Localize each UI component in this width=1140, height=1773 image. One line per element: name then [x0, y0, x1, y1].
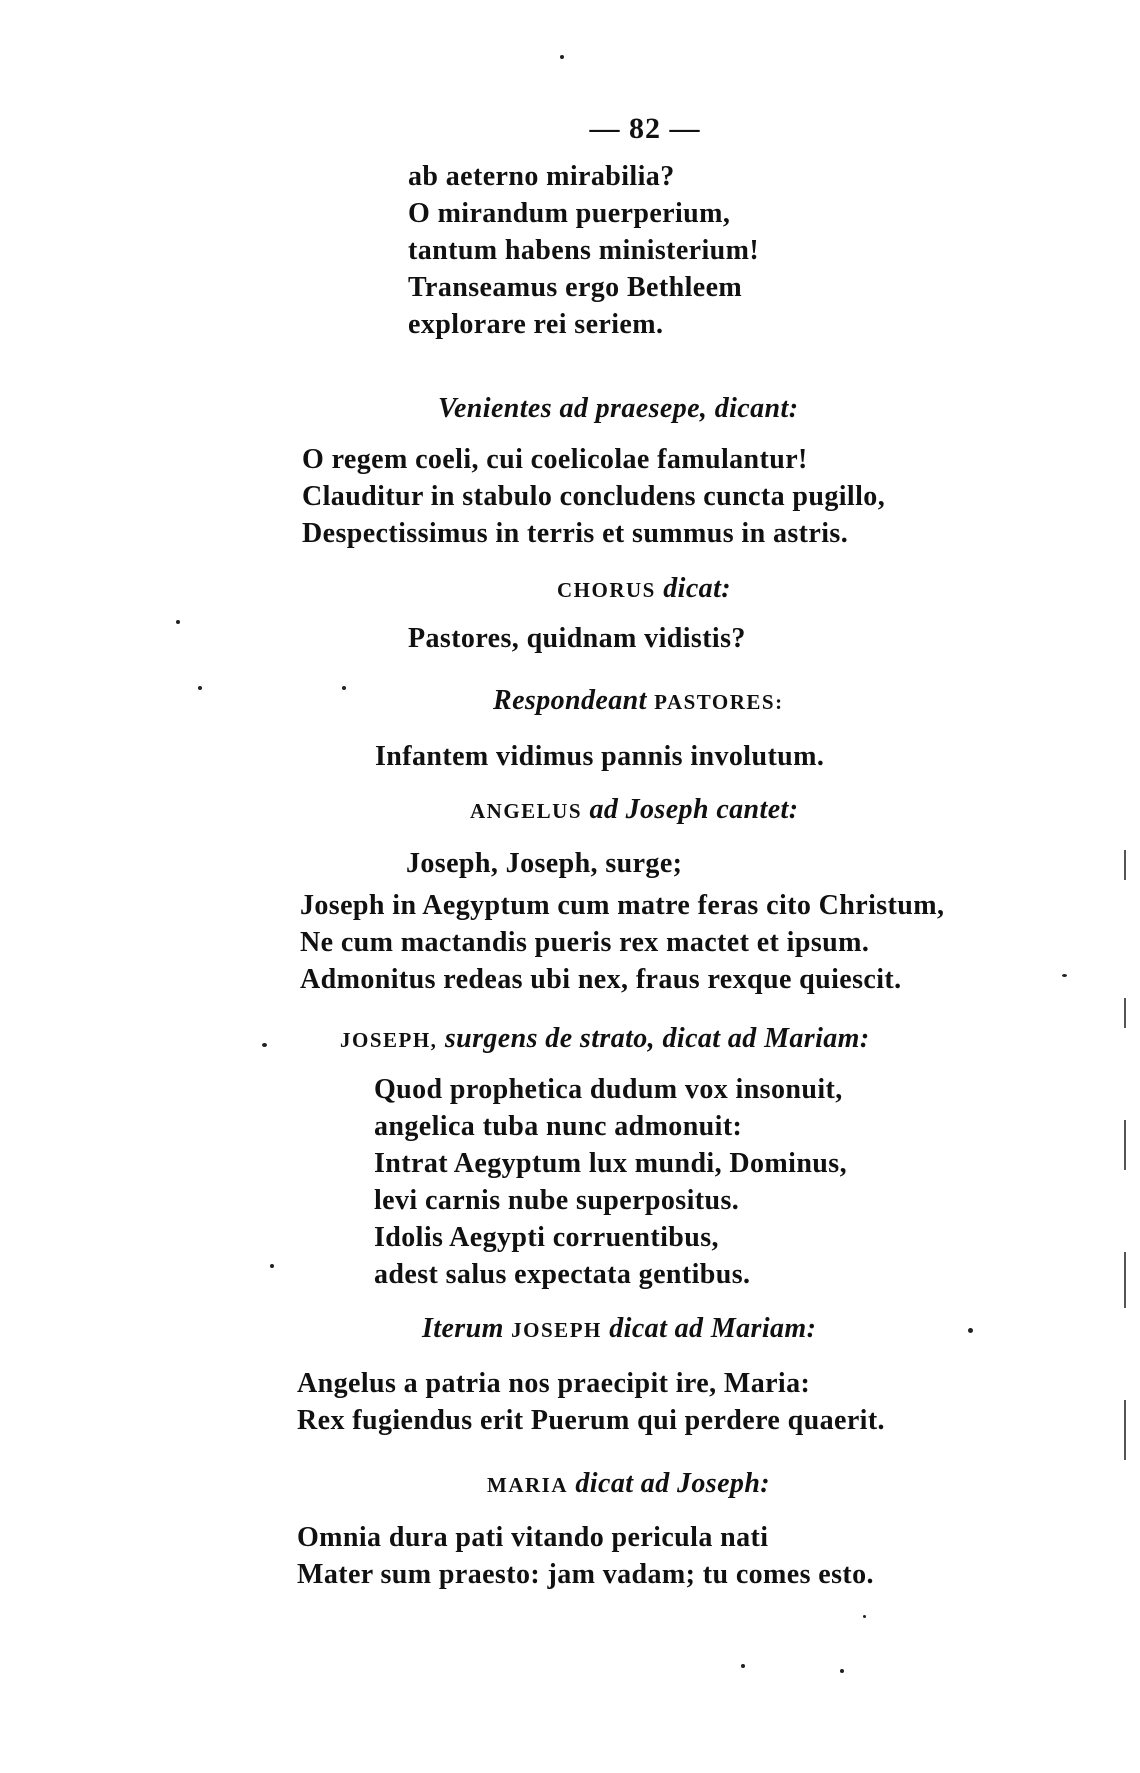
page-number: — 82 —: [589, 112, 701, 145]
rubric-text: Venientes ad praesepe, dicant:: [438, 393, 799, 424]
verse-block-9: [297, 1519, 874, 1593]
speaker-name: JOSEPH: [511, 1318, 602, 1342]
scan-edge-mark: [1124, 998, 1126, 1028]
scan-speck: [863, 1615, 866, 1618]
verse-line: Mater sum praesto: jam vadam; tu comes esto.: [297, 1559, 874, 1590]
verse-block-1: [408, 158, 759, 343]
verse-line: Quod prophetica dudum vox insonuit,: [374, 1074, 843, 1105]
verse-line: levi carnis nube superpositus.: [374, 1185, 740, 1216]
speaker-name: MARIA: [487, 1473, 568, 1497]
scan-edge-mark: [1124, 850, 1126, 880]
speaker-name: ANGELUS: [470, 799, 583, 823]
scan-edge-mark: [1124, 1120, 1126, 1170]
scan-speck: [176, 620, 180, 624]
scan-speck: [840, 1669, 844, 1673]
rubric-text: ad Joseph cantet:: [589, 794, 799, 825]
verse-line: Despectissimus in terris et summus in astris.: [302, 518, 849, 549]
scan-speck: [342, 686, 346, 690]
scan-speck: [560, 55, 564, 59]
verse-line: adest salus expectata gentibus.: [374, 1259, 751, 1290]
scan-speck: [262, 1043, 267, 1047]
verse-line: ab aeterno mirabilia?: [408, 161, 675, 192]
verse-line: Infantem vidimus pannis involutum.: [375, 741, 825, 772]
verse-line: Omnia dura pati vitando pericula nati: [297, 1522, 769, 1553]
verse-line: O mirandum puerperium,: [408, 198, 731, 229]
verse-line: Joseph, Joseph, surge;: [406, 848, 683, 879]
scan-edge-mark: [1124, 1400, 1126, 1460]
rubric-text: dicat ad Joseph:: [575, 1468, 771, 1499]
verse-line: explorare rei seriem.: [408, 309, 664, 340]
scan-speck: [741, 1664, 745, 1668]
verse-block-7: [374, 1071, 847, 1293]
rubric-text: Respondeant: [493, 685, 647, 716]
scan-speck: [1062, 974, 1067, 977]
stage-direction-3: [493, 682, 784, 721]
verse-line: Ne cum mactandis pueris rex mactet et ipsum.: [300, 927, 870, 958]
verse-line: Rex fugiendus erit Puerum qui perdere quaerit.: [297, 1405, 885, 1436]
speaker-name: PASTORES:: [654, 690, 784, 714]
verse-block-3: [408, 620, 746, 657]
verse-line: Intrat Aegyptum lux mundi, Dominus,: [374, 1148, 847, 1179]
stage-direction-2: [557, 570, 731, 609]
rubric-text: surgens de strato, dicat ad Mariam:: [444, 1023, 870, 1054]
stage-direction-5: [340, 1020, 870, 1059]
rubric-text: Iterum: [422, 1313, 504, 1344]
verse-line: Pastores, quidnam vidistis?: [408, 623, 746, 654]
rubric-text: dicat ad Mariam:: [609, 1313, 817, 1344]
verse-line: Angelus a patria nos praecipit ire, Maria:: [297, 1368, 811, 1399]
verse-line: Joseph in Aegyptum cum matre feras cito Christum,: [300, 890, 945, 921]
scan-speck: [968, 1328, 973, 1333]
scan-speck: [270, 1264, 274, 1268]
verse-block-4: [375, 738, 824, 775]
verse-block-5: [406, 845, 682, 882]
verse-line: Admonitus redeas ubi nex, fraus rexque quiescit.: [300, 964, 902, 995]
speaker-name: CHORUS: [557, 578, 656, 602]
rubric-text: dicat:: [663, 573, 731, 604]
scan-edge-mark: [1124, 1252, 1126, 1308]
stage-direction-7: [487, 1465, 770, 1504]
speaker-name: JOSEPH,: [340, 1028, 438, 1052]
verse-line: Transeamus ergo Bethleem: [408, 272, 743, 303]
verse-line: Idolis Aegypti corruentibus,: [374, 1222, 719, 1253]
verse-line: angelica tuba nunc admonuit:: [374, 1111, 743, 1142]
stage-direction-1: [438, 390, 798, 427]
verse-block-2: [302, 441, 885, 552]
stage-direction-6: [422, 1310, 816, 1349]
verse-line: Clauditur in stabulo concludens cuncta pugillo,: [302, 481, 886, 512]
verse-line: tantum habens ministerium!: [408, 235, 760, 266]
scan-speck: [198, 686, 202, 690]
stage-direction-4: [470, 791, 798, 830]
verse-line: O regem coeli, cui coelicolae famulantur!: [302, 444, 808, 475]
verse-block-8: [297, 1365, 885, 1439]
verse-block-6: [300, 887, 944, 998]
